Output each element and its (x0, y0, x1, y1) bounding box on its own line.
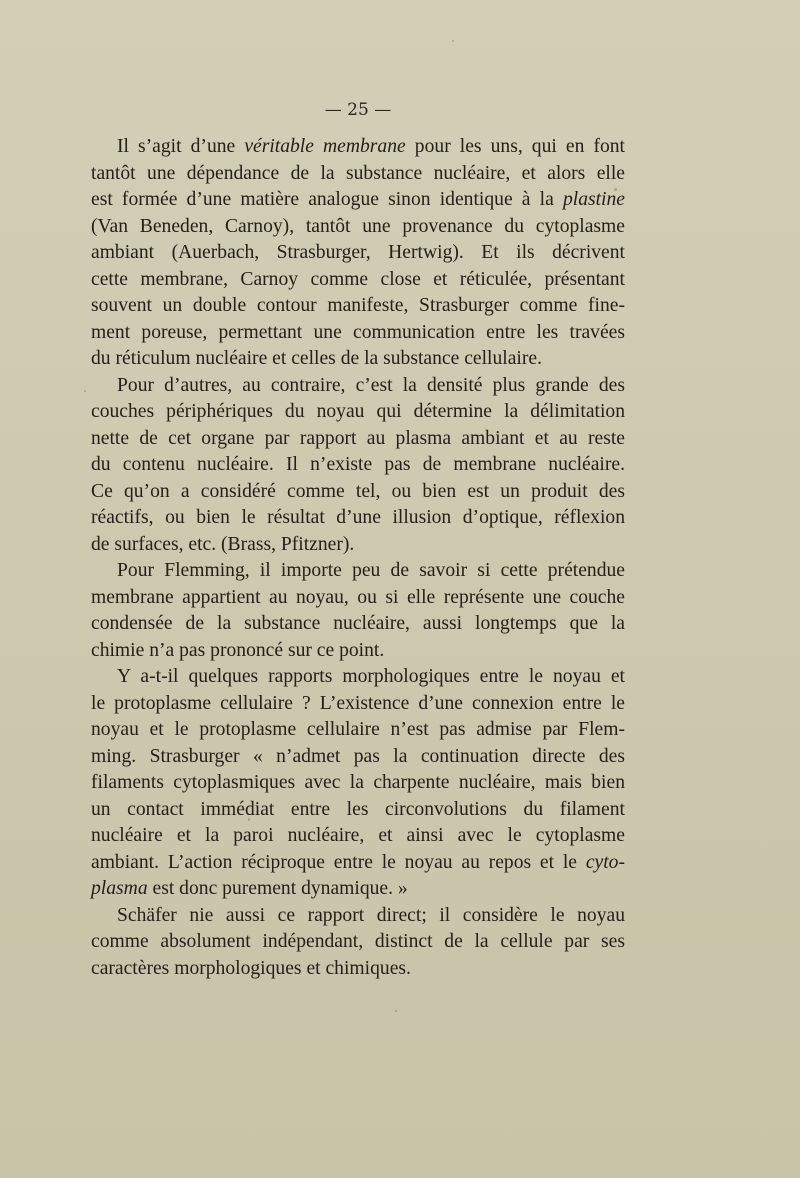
text-line (91, 850, 625, 877)
text-line (91, 267, 625, 294)
text-run: ambiant (Auerbach, Strasburger, Hertwig). Et ils décrivent (91, 242, 625, 263)
text-run: caractères morphologiques et chimiques. (91, 957, 411, 979)
text-line (91, 823, 625, 850)
text-line (91, 426, 625, 453)
text-run: est formée d’une matière analogue sinon identique à la (91, 189, 563, 210)
text-line (91, 346, 625, 373)
text-run: du réticulum nucléaire et celles de la substance cellulaire. (91, 348, 542, 369)
text-line (91, 797, 625, 824)
text-run: Y a-t-il quelques rapports morphologiques entre le noyau et (117, 666, 625, 687)
paragraph (91, 903, 625, 983)
text-run: véritable membrane (244, 136, 406, 157)
text-run: réactifs, ou bien le résultat d’une illusion d’optique, réflexion (91, 507, 625, 528)
text-run: chimie n’a pas prononcé sur ce point. (91, 639, 385, 661)
text-run: Il s’agit d’une (117, 136, 245, 157)
text-line (91, 240, 625, 267)
paragraph (91, 134, 625, 373)
text-line (91, 479, 625, 506)
text-run: filaments cytoplasmiques avec la charpente nucléaire, mais bien (91, 772, 625, 793)
paragraph (91, 373, 625, 559)
text-run: ambiant. L’action réciproque entre le noyau au repos et le (91, 851, 586, 873)
text-line (91, 187, 625, 214)
paragraph (91, 664, 625, 903)
text-line (91, 903, 625, 930)
paragraph (91, 558, 625, 664)
text-line (91, 638, 625, 665)
text-run: condensée de la substance nucléaire, aussi longtemps que la (91, 613, 625, 634)
text-run: ment poreuse, permettant une communication entre les travées (91, 321, 625, 343)
text-line (91, 373, 625, 400)
text-run: noyau et le protoplasme cellulaire n’est pas admise par Flem- (91, 719, 625, 740)
text-line (91, 558, 625, 585)
text-run: du contenu nucléaire. Il n’existe pas de membrane nucléaire. (91, 454, 625, 475)
text-line (91, 532, 625, 559)
text-line (91, 611, 625, 638)
text-run: comme absolument indépendant, distinct de la cellule par ses (91, 931, 625, 952)
text-run: est donc purement dynamique. » (147, 878, 408, 899)
text-run: de surfaces, etc. (Brass, Pfitzner). (91, 533, 355, 555)
text-line (91, 399, 625, 426)
text-line (91, 452, 625, 479)
text-line (91, 320, 625, 347)
text-run: nucléaire et la paroi nucléaire, et ainsi avec le cytoplasme (91, 825, 625, 846)
text-run: un contact immédiat entre les circonvolutions du filament (91, 798, 625, 820)
text-line (91, 585, 625, 612)
text-run: Ce qu’on a considéré comme tel, ou bien est un produit des (91, 480, 625, 502)
text-line (91, 293, 625, 320)
text-line (91, 505, 625, 532)
text-line (91, 214, 625, 241)
body-text (91, 134, 625, 982)
text-run: souvent un double contour manifeste, Strasburger comme fine- (91, 295, 625, 316)
text-line (91, 876, 625, 903)
text-run: cette membrane, Carnoy comme close et réticulée, présentant (91, 268, 625, 290)
text-run: Schäfer nie aussi ce rapport direct; il considère le noyau (117, 904, 625, 926)
text-line (91, 134, 625, 161)
text-run: nette de cet organe par rapport au plasma ambiant et au reste (91, 427, 625, 449)
text-run: membrane appartient au noyau, ou si elle représente une couche (91, 586, 625, 608)
text-line (91, 664, 625, 691)
text-line (91, 770, 625, 797)
text-run: (Van Beneden, Carnoy), tantôt une provenance du cytoplasme (91, 215, 625, 237)
text-run: cyto- (585, 851, 625, 873)
text-run: Pour Flemming, il importe peu de savoir si cette prétendue (117, 560, 625, 581)
text-line (91, 744, 625, 771)
text-line (91, 717, 625, 744)
text-line (91, 161, 625, 188)
page-number: — 25 — (324, 100, 392, 120)
text-run: plasma (91, 878, 148, 899)
text-run: le protoplasme cellulaire ? L’existence d’une connexion entre le (91, 692, 625, 714)
text-line (91, 929, 625, 956)
text-line (91, 691, 625, 718)
text-run: ming. Strasburger « n’admet pas la continuation directe des (91, 745, 625, 767)
text-run: plastine (562, 189, 625, 210)
text-run: couches périphériques du noyau qui détermine la délimitation (91, 401, 625, 422)
text-line (91, 956, 625, 983)
text-run: Pour d’autres, au contraire, c’est la densité plus grande des (117, 374, 625, 396)
text-run: pour les uns, qui en font (405, 136, 626, 157)
text-run: tantôt une dépendance de la substance nucléaire, et alors elle (91, 162, 625, 184)
